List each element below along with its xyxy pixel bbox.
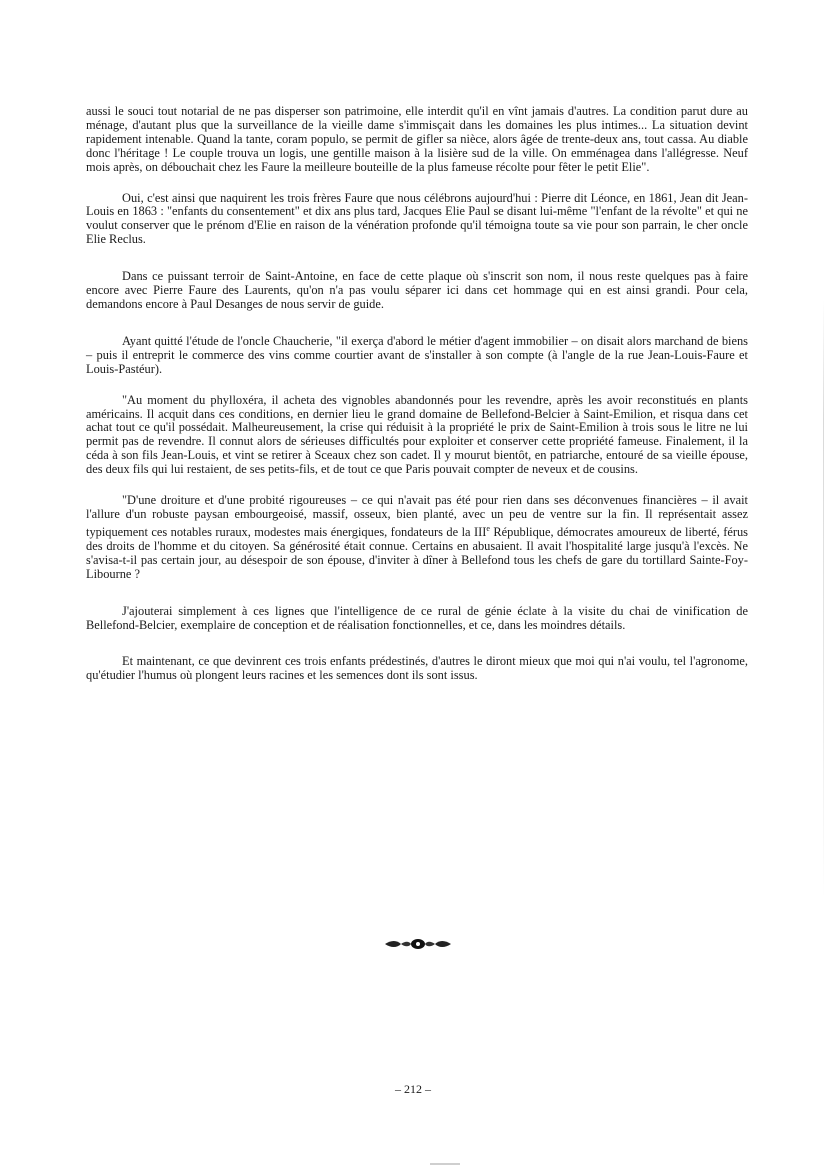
paragraph-6: "D'une droiture et d'une probité rigoureuses – ce qui n'avait pas été pour rien dans ses déconvenues financières – il avait l'allure d'un robuste paysan embourgeoisé, massif, osseux, bien planté, avec un peu de ventre sur la fin. Il représentait assez typiquement ces notables ruraux, modestes mais énergiques, fondateurs de la IIIe République, démocrates amoureux de liberté, férus des droits de l'homme et du citoyen. Sa générosité était connue. Certains en abusaient. Il avait l'hospitalité large jusqu'à l'excès. Ne s'avisa-t-il pas certain jour, au désespoir de son épouse, d'inviter à dîner à Bellefond tous les chefs de gare du tortillard Sainte-Foy-Libourne ? xyxy=(86,493,749,581)
page-number: – 212 – xyxy=(395,1082,431,1096)
fleuron-ornament-icon xyxy=(383,938,453,950)
paragraph-7: J'ajouterai simplement à ces lignes que l'intelligence de ce rural de génie éclate à la visite du chai de vinification de Bellefond-Belcier, exemplaire de conception et de réalisation fonctionnelles, et ce, dans les moindres détails. xyxy=(86,603,748,632)
paragraph-8: Et maintenant, ce que devinrent ces trois enfants prédestinés, d'autres le diront mieux que moi qui n'ai voulu, tel l'agronome, qu'étudier l'humus où plongent leurs racines et les semences dont ils sont issus. xyxy=(86,654,748,683)
scan-artifact xyxy=(430,1163,460,1165)
body-text xyxy=(86,105,748,700)
paragraph-2: Oui, c'est ainsi que naquirent les trois frères Faure que nous célébrons aujourd'hui : Pierre dit Léonce, en 1861, Jean dit Jean-Louis en 1863 : "enfants du consentement" et dix ans plus tard, Jacques Elie Paul se disant lui-même "l'enfant de la révolte" et qui ne voulut conserver que le prénom d'Elie en raison de la vénération profonde qu'il témoigna toute sa vie pour son parrain, le cher oncle Elie Reclus. xyxy=(86,190,748,247)
paragraph-3: Dans ce puissant terroir de Saint-Antoine, en face de cette plaque où s'inscrit son nom, il nous reste quelques pas à faire encore avec Pierre Faure des Laurents, qu'on n'a pas voulu séparer ici dans cet hommage qui en est ainsi grandi. Pour cela, demandons encore à Paul Desanges de nous servir de guide. xyxy=(86,269,748,311)
paragraph-1: aussi le souci tout notarial de ne pas disperser son patrimoine, elle interdit qu'il en vînt jamais d'autres. La condition parut dure au ménage, d'autant plus que la surveillance de la vieille dame s'immisçait dans les domaines les plus intimes... La situation devint rapidement intenable. Quand la tante, coram populo, se permit de gifler sa nièce, alors âgée de trente-deux ans, tout cassa. Au diable donc l'héritage ! Le couple trouva un logis, une gentille maison à la lisière sud de la ville. On emménagea dans l'allégresse. Neuf mois après, on débouchait chez les Faure la meilleure bouteille de la plus fameuse récolte pour fêter le petit Elie". xyxy=(86,104,748,174)
paragraph-4: Ayant quitté l'étude de l'oncle Chaucherie, "il exerça d'abord le métier d'agent immobilier – on disait alors marchand de biens – puis il entreprit le commerce des vins comme courtier avant de s'installer à son compte (à l'angle de la rue Jean-Louis-Faure et Louis-Pastéur). xyxy=(86,333,748,376)
paragraph-5: "Au moment du phylloxéra, il acheta des vignobles abandonnés pour les revendre, après les avoir reconstitués en plants américains. Il acquit dans ces conditions, en dernier lieu le grand domaine de Bellefond-Belcier à Saint-Emilion, et risqua dans cet achat tout ce qu'il possédait. Malheureusement, la crise qui réduisit à la propriété le prix de Saint-Emilion à trois sous le litre ne lui permit pas de revendre. Il connut alors de sérieuses difficultés pour exploiter et conserver cette propriété fameuse. Finalement, il la céda à son fils Jean-Louis, et vint se retirer à Sceaux chez son cadet. Il y mourut bientôt, en patriarche, entouré de sa vieille épouse, des deux fils qui lui restaient, de ses petits-fils, et de tout ce que Paris pouvait compter de neveux et de cousins. xyxy=(86,392,748,477)
scan-edge-shadow xyxy=(823,300,824,900)
